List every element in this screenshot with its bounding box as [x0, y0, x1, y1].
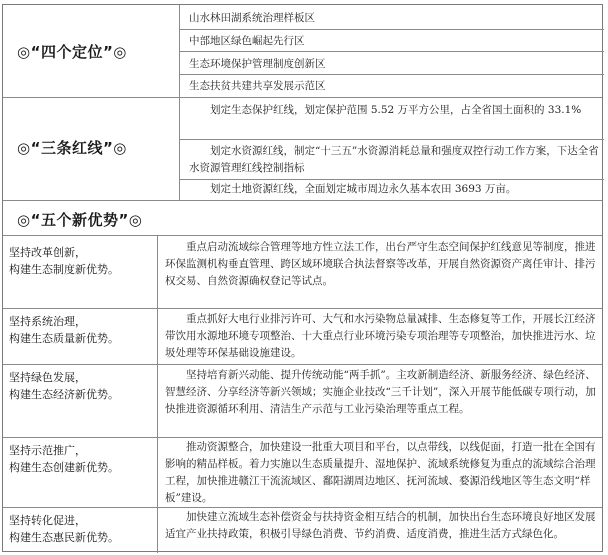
divider	[3, 200, 602, 201]
advantage-label: 构建生态惠民新优势。	[9, 531, 119, 544]
advantage-label: 构建生态创建新优势。	[9, 461, 119, 474]
redline-item: 划定土地资源红线，全面划定城市周边永久基本农田 3693 万亩。	[210, 183, 517, 195]
advantage-label: 构建生态经济新优势。	[9, 388, 119, 401]
positioning-title: ◎“四个定位”◎	[17, 43, 127, 61]
positioning-item: 山水林田湖系统治理样板区	[189, 12, 315, 24]
advantage-row	[3, 364, 602, 437]
advantage-row	[3, 507, 602, 553]
advantage-label: 坚持系统治理，	[9, 315, 86, 328]
policy-table	[2, 4, 603, 552]
advantage-label: 构建生态质量新优势。	[9, 332, 119, 345]
advantage-label: 坚持转化促进，	[9, 514, 86, 527]
divider	[179, 29, 604, 30]
redline-item: 划定水资源红线，制定“十三五”水资源消耗总量和强度双控行动工作方案，下达全省水资源管理红线控制指标	[189, 145, 599, 174]
redline-item: 划定生态保护红线，划定保护范围 5.52 万平方公里，占全省国土面积的 33.1%	[210, 104, 582, 116]
divider	[179, 139, 604, 140]
redlines-title: ◎“三条红线”◎	[17, 139, 127, 157]
divider	[157, 235, 158, 553]
advantage-label: 构建生态制度新优势。	[9, 263, 119, 276]
divider	[179, 97, 180, 200]
advantage-row	[3, 308, 602, 364]
advantage-label: 坚持绿色发展，	[9, 371, 86, 384]
divider	[179, 51, 604, 52]
positioning-section	[3, 5, 602, 97]
positioning-item: 生态扶贫共建共享发展示范区	[189, 80, 326, 92]
positioning-item: 生态环境保护管理制度创新区	[189, 58, 326, 70]
advantage-text: 重点抓好大电行业排污许可、大气和水污染物总量减排、生态修复等工作，开展长江经济带饮用水源地环境专项整治、十大重点行业环境污染专项治理等专项整治，加快推进污水、垃圾处理等环保基础设施建设。	[165, 313, 596, 359]
divider	[179, 74, 604, 75]
redlines-section	[3, 97, 602, 200]
divider	[179, 179, 604, 180]
positioning-item: 中部地区绿色崛起先行区	[189, 35, 305, 47]
advantage-row	[3, 437, 602, 507]
advantages-title: ◎“五个新优势”◎	[17, 211, 143, 229]
advantage-text: 重点启动流域综合管理等地方性立法工作，出台严守生态空间保护红线意见等制度，推进环保监测机构垂直管理、跨区域环境联合执法督察等改革，开展自然资源资产离任审计、排污权交易、自然资源确权登记等试点。	[165, 241, 596, 287]
advantage-label: 坚持改革创新，	[9, 246, 86, 259]
advantage-text: 坚持培育新兴动能、提升传统动能“两手抓”。主攻新制造经济、新服务经济、绿色经济、智慧经济、分享经济等新兴领域；实施企业技改“三千计划”，深入开展节能低碳专项行动，加快推进资源循环利用、清洁生产示范与工业污染治理等重点工程。	[165, 369, 596, 415]
advantage-label: 坚持示范推广，	[9, 444, 86, 457]
advantage-text: 加快建立流域生态补偿资金与扶持资金相互结合的机制，加快出台生态环境良好地区发展适宜产业扶持政策，积极引导绿色消费、节约消费、适度消费，推进生活方式绿色化。	[165, 511, 596, 540]
advantage-row	[3, 235, 602, 308]
advantage-text: 推动资源整合，加快建设一批重大项目和平台，以点带线，以线促面，打造一批在全国有影响的精品样板。着力实施以生态质量提升、湿地保护、流域系统修复为重点的流域综合治理工程，加快推进赣江干流流域区、鄱阳湖周边地区、抚河流域、婺源沿线地区等生态文明“样板”建设。	[165, 441, 596, 504]
